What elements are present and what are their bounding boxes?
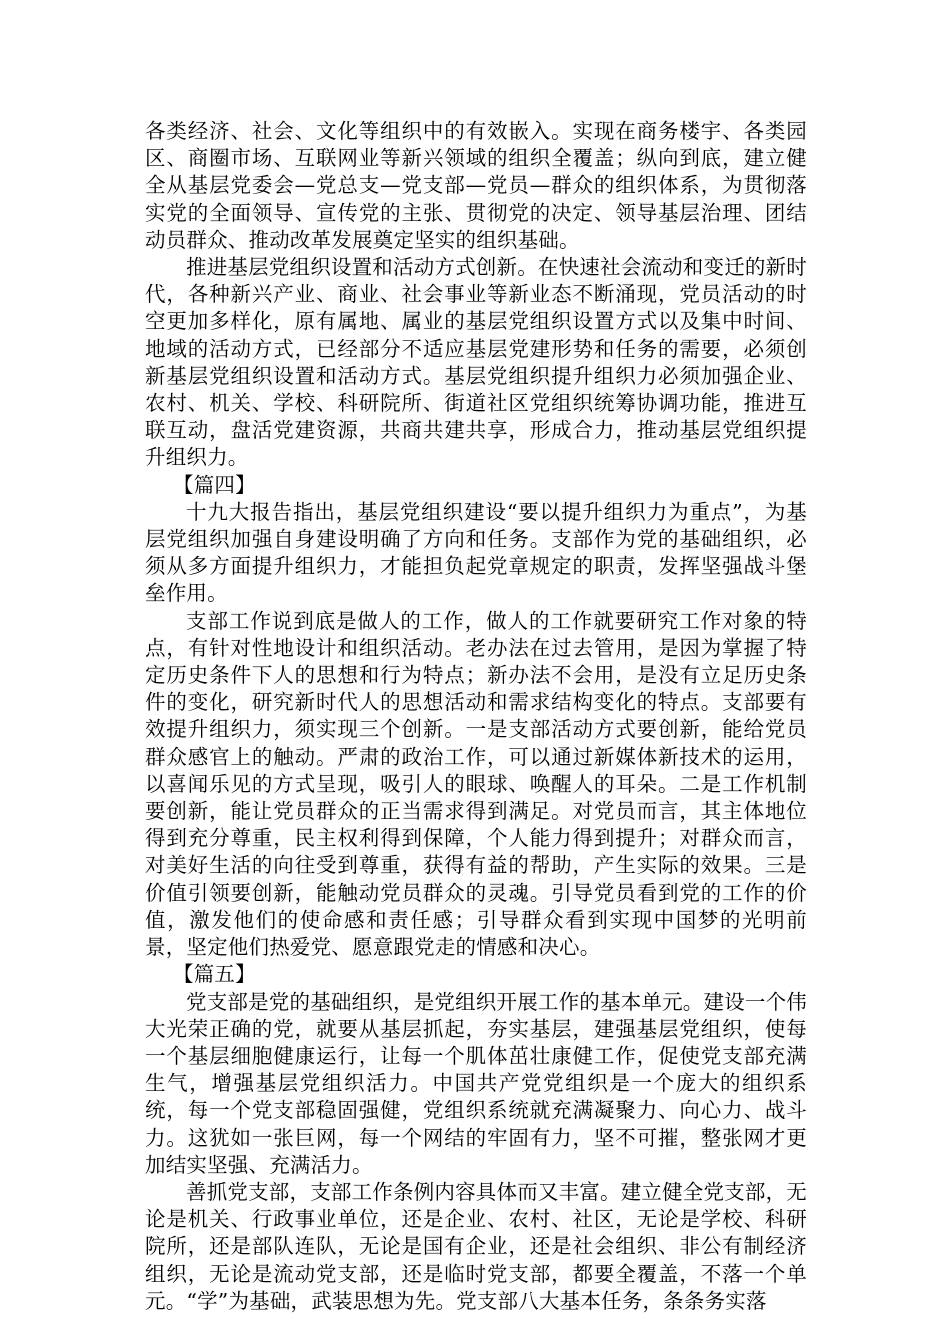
paragraph-1: 各类经济、社会、文化等组织中的有效嵌入。实现在商务楼宇、各类园区、商圈市场、互联网业等新兴领域的组织全覆盖；纵向到底，建立健全从基层党委会—党总支—党支部—党员—群众的组织体系，为贯彻落实党的全面领导、宣传党的主张、贯彻党的决定、领导基层治理、团结动员群众、推动改革发展奠定坚实的组织基础。 xyxy=(145,119,807,252)
paragraph-5: 党支部是党的基础组织，是党组织开展工作的基本单元。建设一个伟大光荣正确的党，就要从基层抓起，夯实基层，建强基层党组织，使每一个基层细胞健康运行，让每一个肌体茁壮康健工作，促使党支部充满生气，增强基层党组织活力。中国共产党党组织是一个庞大的组织系统，每一个党支部稳固强健，党组织系统就充满凝聚力、向心力、战斗力。这犹如一张巨网，每一个网结的牢固有力，坚不可摧，整张网才更加结实坚强、充满活力。 xyxy=(145,989,807,1177)
paragraph-6: 善抓党支部，支部工作条例内容具体而又丰富。建立健全党支部，无论是机关、行政事业单位，还是企业、农村、社区，无论是学校、科研院所，还是部队连队，无论是国有企业，还是社会组织、非公有制经济组织，无论是流动党支部，还是临时党支部，都要全覆盖，不落一个单元。“学”为基础，武装思想为先。党支部八大基本任务，条条务实落 xyxy=(145,1179,807,1313)
section-heading-5: 【篇五】 xyxy=(173,962,256,987)
paragraph-2: 推进基层党组织设置和活动方式创新。在快速社会流动和变迁的新时代，各种新兴产业、商业、社会事业等新业态不断涌现，党员活动的时空更加多样化，原有属地、属业的基层党组织设置方式以及集中时间、地域的活动方式，已经部分不适应基层党建形势和任务的需要，必须创新基层党组织设置和活动方式。基层党组织提升组织力必须加强企业、农村、机关、学校、科研院所、街道社区党组织统筹协调功能，推进互联互动，盘活党建资源，共商共建共享，形成合力，推动基层党组织提升组织力。 xyxy=(145,255,807,470)
paragraph-4: 支部工作说到底是做人的工作，做人的工作就要研究工作对象的特点，有针对性地设计和组织活动。老办法在过去管用，是因为掌握了特定历史条件下人的思想和行为特点；新办法不会用，是没有立足历史条件的变化，研究新时代人的思想活动和需求结构变化的特点。支部要有效提升组织力，须实现三个创新。一是支部活动方式要创新，能给党员群众感官上的触动。严肃的政治工作，可以通过新媒体新技术的运用，以喜闻乐见的方式呈现，吸引人的眼球、唤醒人的耳朵。二是工作机制要创新，能让党员群众的正当需求得到满足。对党员而言，其主体地位得到充分尊重，民主权利得到保障，个人能力得到提升；对群众而言，对美好生活的向往受到尊重，获得有益的帮助，产生实际的效果。三是价值引领要创新，能触动党员群众的灵魂。引导党员看到党的工作的价值，激发他们的使命感和责任感；引导群众看到实现中国梦的光明前景，坚定他们热爱党、愿意跟党走的情感和决心。 xyxy=(145,608,807,960)
paragraph-3: 十九大报告指出，基层党组织建设“要以提升组织力为重点”，为基层党组织加强自身建设明确了方向和任务。支部作为党的基础组织，必须从多方面提升组织力，才能担负起党章规定的职责，发挥坚强战斗堡垒作用。 xyxy=(145,499,807,606)
section-heading-4: 【篇四】 xyxy=(173,472,256,497)
document-body xyxy=(145,118,807,1315)
